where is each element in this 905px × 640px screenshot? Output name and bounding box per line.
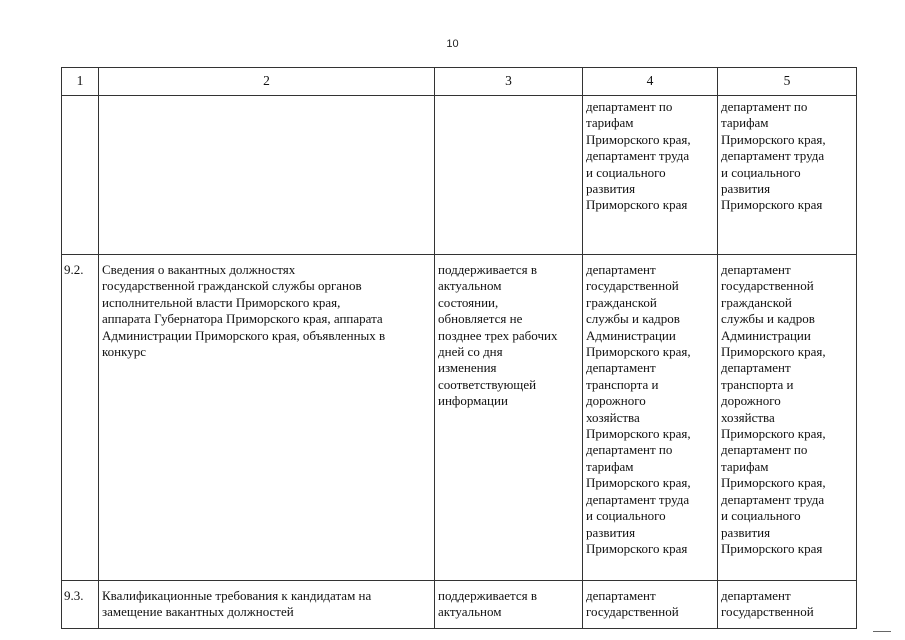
description-cell [99,581,435,629]
status-cell [435,255,583,581]
header-cell-3: 3 [435,68,583,96]
responsible-cell-col5 [718,255,857,581]
description-text: Сведения о вакантных должностях государственной гражданской службы органов исполнительной власти Приморского края, аппарата Губернатора Приморского края, аппарата Администрации Приморского края, объявленных в конкурс [102,262,386,360]
status-text: поддерживается в актуальном [438,588,538,620]
table-row [62,581,857,629]
header-cell-1: 1 [62,68,99,96]
row-number: 9.2. [64,262,84,277]
responsible-text-col4: департамент государственной гражданской службы и кадров Администрации Приморского края, департамент транспорта и дорожного хозяйства Приморского края, департамент по тарифам Приморского края, департамент труда и социального развития Приморского края [586,262,691,556]
responsible-text-col4: департамент государственной [586,588,679,620]
description-text: Квалификационные требования к кандидатам на замещение вакантных должностей [102,588,372,620]
scan-edge-mark [873,631,891,632]
responsible-text-col5: департамент государственной гражданской службы и кадров Администрации Приморского края, департамент транспорта и дорожного хозяйства Приморского края, департамент по тарифам Приморского края, департамент труда и социального развития Приморского края [721,262,826,556]
responsible-text-col4: департамент по тарифам Приморского края, департамент труда и социального развития Приморского края [586,99,691,213]
table-row [62,255,857,581]
description-cell [99,96,435,255]
responsible-cell-col4 [583,96,718,255]
status-cell [435,581,583,629]
header-cell-5: 5 [718,68,857,96]
responsible-cell-col5 [718,96,857,255]
page-number: 10 [446,38,459,50]
header-cell-4: 4 [583,68,718,96]
table-header-row [62,68,857,96]
row-number-cell [62,255,99,581]
document-table [61,67,857,629]
status-text: поддерживается в актуальном состоянии, обновляется не позднее трех рабочих дней со дня изменения соответствующей информации [438,262,558,409]
responsible-cell-col4 [583,255,718,581]
status-cell [435,96,583,255]
description-cell [99,255,435,581]
row-number: 9.3. [64,588,84,603]
row-number-cell [62,581,99,629]
table-row [62,96,857,255]
responsible-text-col5: департамент государственной [721,588,814,620]
row-number-cell [62,96,99,255]
responsible-text-col5: департамент по тарифам Приморского края, департамент труда и социального развития Приморского края [721,99,826,213]
responsible-cell-col5 [718,581,857,629]
responsible-cell-col4 [583,581,718,629]
header-cell-2: 2 [99,68,435,96]
